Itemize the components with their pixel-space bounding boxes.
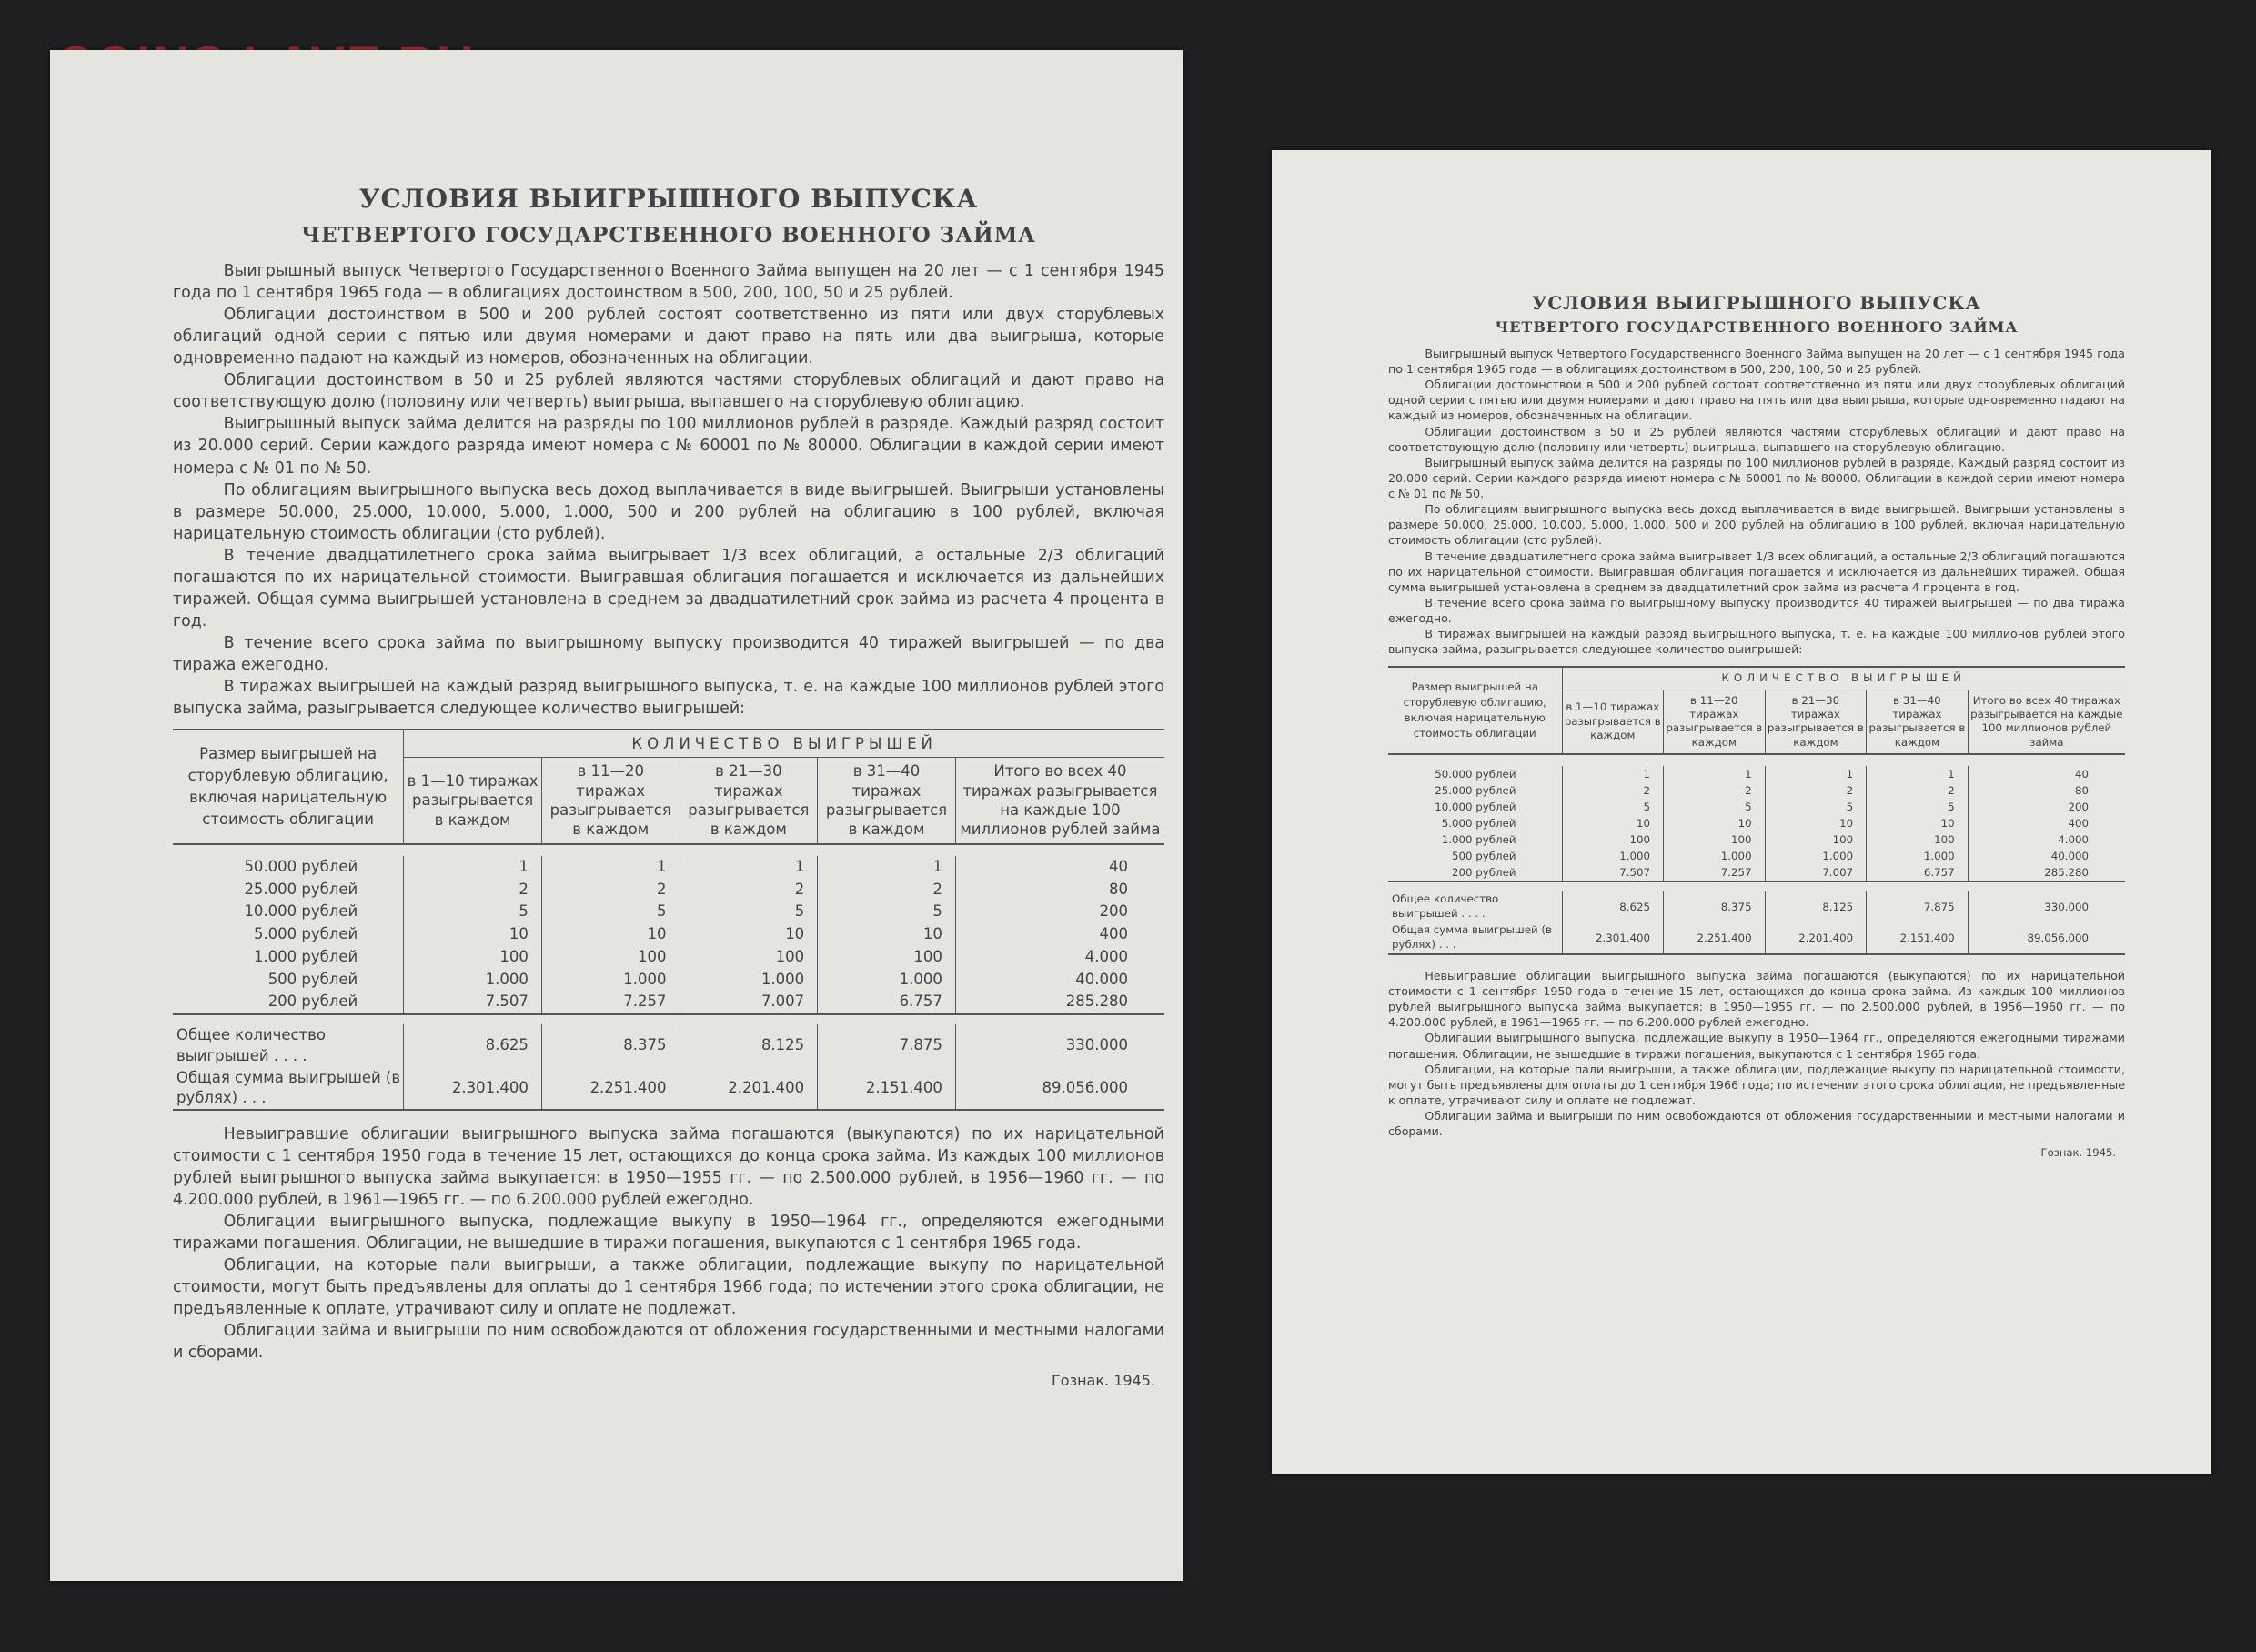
paragraph: Облигации займа и выигрыши по ним освобождаются от обложения государственными и местными налогами и сборами. [1388,1109,2125,1139]
table-cell: 5 [1867,799,1969,815]
table-cell: 1 [1765,766,1867,782]
doc-title: УСЛОВИЯ ВЫИГРЫШНОГО ВЫПУСКА [1532,292,1981,314]
paragraph: В тиражах выигрышей на каждый разряд выигрышного выпуска, т. е. на каждые 100 миллионов рублей этого выпуска займа, разыгрывается следующее количество выигрышей: [173,677,1164,718]
paragraph: Выигрышный выпуск займа делится на разряды по 100 миллионов рублей в разряде. Каждый разряд состоит из 20.000 серий. Серии каждого разряда имеют номера с № 60001 по № 80000. Облигации в каждой серии имеют номера с № 01 по № 50. [1388,455,2125,501]
table-cell: 2 [404,879,542,902]
paragraph: Выигрышный выпуск займа делится на разряды по 100 миллионов рублей в разряде. Каждый разряд состоит из 20.000 серий. Серии каждого разряда имеют номера с № 60001 по № 80000. Облигации в каждой серии имеют номера с № 01 по № 50. [173,415,1164,478]
table-cell: 7.875 [818,1024,956,1067]
prize-amount: 25.000 рублей [244,880,358,898]
table-cell: 100 [1664,831,1766,848]
table-column-header: Итого во всех 40 тиражах разыгрывается на каждые 100 миллионов рублей займа [1968,690,2125,754]
table-cell: 5 [541,901,680,923]
total-sum-row [1388,922,2125,954]
table-cell: 40 [1968,766,2125,782]
table-cell: 100 [1765,831,1867,848]
table-cell: 2.251.400 [1664,922,1766,954]
table-cell: 2.251.400 [541,1067,680,1111]
prize-table [1388,666,2125,955]
doc-subtitle: ЧЕТВЕРТОГО ГОСУДАРСТВЕННОГО ВОЕННОГО ЗАЙМА [301,222,1036,247]
paragraph: В течение всего срока займа по выигрышному выпуску производится 40 тиражей выигрышей — по два тиража ежегодно. [173,633,1164,674]
sheet-content [173,182,1164,1392]
table-cell: 285.280 [955,991,1164,1014]
sheet-content [1388,291,2125,1161]
table-cell: 2 [818,879,956,902]
table-cell: 89.056.000 [955,1067,1164,1111]
table-header-prize: Размер выигрышей на сторублевую облигацию, включая нарицательную стоимость облигации [1388,667,1562,754]
table-cell: 10 [1562,815,1664,831]
table-cell: 2 [1562,782,1664,799]
table-column-header: в 1—10 тиражах разыгрывается в каждом [1562,690,1664,754]
total-count-row [1388,891,2125,922]
prize-amount: 10.000 рублей [1435,801,1516,814]
table-cell: 1 [818,856,956,879]
paragraph: Выигрышный выпуск Четвертого Государственного Военного Займа выпущен на 20 лет — с 1 сентября 1945 года по 1 сентября 1965 года — в облигациях достоинством в 500, 200, 100, 50 и 25 рублей. [173,262,1164,303]
paragraph: Облигации, на которые пали выигрыши, а также облигации, подлежащие выкупу по нарицательной стоимости, могут быть предъявлены для оплаты до 1 сентября 1966 года; по истечении этого срока облигации, не предъявленные к оплате, утрачивают силу и оплате не подлежат. [1388,1062,2125,1107]
table-row [1388,831,2125,848]
table-cell: 89.056.000 [1968,922,2125,954]
table-cell: 4.000 [1968,831,2125,848]
table-column-header: в 21—30 тиражах разыгрывается в каждом [1765,690,1867,754]
table-cell: 10 [1867,815,1969,831]
table-cell: 10 [818,923,956,946]
prize-amount: 200 рублей [267,992,358,1011]
table-cell: 1.000 [1562,848,1664,864]
prize-amount: 10.000 рублей [244,902,358,921]
table-cell: 200 [1968,799,2125,815]
table-cell: 7.007 [1765,864,1867,881]
doc-subtitle: ЧЕТВЕРТОГО ГОСУДАРСТВЕННОГО ВОЕННОГО ЗАЙМА [1495,318,2019,337]
paragraph: Облигации достоинством в 500 и 200 рублей состоят соответственно из пяти или двух сторублевых облигаций одной серии с пятью или двумя номерами и дают право на пять или два выигрыша, которые одновременно падают на каждый из номеров, обозначенных на облигации. [1388,378,2125,423]
prize-amount: 1.000 рублей [253,947,358,965]
table-cell: 6.757 [818,991,956,1014]
table-row [173,991,1164,1014]
table-cell: 7.007 [680,991,818,1014]
table-column-header: в 31—40 тиражах разыгрывается в каждом [818,758,956,844]
table-group-header: КОЛИЧЕСТВО ВЫИГРЫШЕЙ [1562,667,2125,690]
table-cell: 100 [680,946,818,969]
bond-sheet-small [1272,150,2211,1474]
table-cell: 4.000 [955,946,1164,969]
table-cell: 1.000 [1765,848,1867,864]
prize-amount: 1.000 рублей [1441,833,1516,847]
table-cell: 2.201.400 [1765,922,1867,954]
table-cell: 6.757 [1867,864,1969,881]
table-cell: 100 [541,946,680,969]
table-cell: 400 [955,923,1164,946]
paragraph: В течение двадцатилетнего срока займа выигрывает 1/3 всех облигаций, а остальные 2/3 облигаций погашаются по их нарицательной стоимости. Выигравшая облигация погашается и исключается из дальнейших тиражей. Общая сумма выигрышей установлена в среднем за двадцатилетний срок займа из расчета 4 процента в год. [1388,549,2125,594]
table-cell: 2 [1765,782,1867,799]
table-cell: 1 [541,856,680,879]
paragraph: Невыигравшие облигации выигрышного выпуска займа погашаются (выкупаются) по их нарицательной стоимости с 1 сентября 1950 года в течение 15 лет, остающихся до конца срока займа. Из каждых 100 миллионов рублей выигрышного выпуска займа выкупается: в 1950—1955 гг. — по 2.500.000 рублей, в 1956—1960 гг. — по 4.200.000 рублей, в 1961—1965 гг. — по 6.200.000 рублей ежегодно. [1388,968,2125,1030]
table-cell: 1 [1664,766,1766,782]
table-row [1388,766,2125,782]
table-column-header: в 11—20 тиражах разыгрывается в каждом [1664,690,1766,754]
table-cell: 5 [1765,799,1867,815]
table-cell: 1.000 [541,969,680,992]
table-cell: 2.151.400 [1867,922,1969,954]
table-cell: 8.125 [680,1024,818,1067]
table-row [1388,815,2125,831]
paragraph: Облигации достоинством в 50 и 25 рублей являются частями сторублевых облигаций и дают право на соответствующую долю (половину или четверть) выигрыша, выпавшего на сторублевую облигацию. [1388,424,2125,454]
table-column-header: в 1—10 тиражах разыгрывается в каждом [404,758,542,844]
table-cell: 1.000 [1664,848,1766,864]
table-row [173,879,1164,902]
table-cell: 7.875 [1867,891,1969,922]
table-cell: 1.000 [1867,848,1969,864]
table-cell: 8.375 [1664,891,1766,922]
table-row [173,901,1164,923]
printer-imprint: Гознак. 1945. [2040,1146,2116,1160]
table-cell: 2.301.400 [1562,922,1664,954]
prize-amount: 50.000 рублей [1435,768,1516,781]
prize-table [173,729,1164,1112]
table-cell: 100 [404,946,542,969]
table-cell: 80 [1968,782,2125,799]
table-cell: 10 [404,923,542,946]
table-row [1388,799,2125,815]
table-cell: 1 [1867,766,1969,782]
table-cell: 200 [955,901,1164,923]
table-cell: 40.000 [955,969,1164,992]
paragraph: Облигации выигрышного выпуска, подлежащие выкупу в 1950—1964 гг., определяются ежегодными тиражами погашения. Облигации, не вышедшие в тиражи погашения, выкупаются с 1 сентября 1965 года. [1388,1031,2125,1061]
table-cell: 10 [680,923,818,946]
table-cell: 2.301.400 [404,1067,542,1111]
table-cell: 10 [1664,815,1766,831]
table-column-header: Итого во всех 40 тиражах разыгрывается на каждые 100 миллионов рублей займа [955,758,1164,844]
table-cell: 285.280 [1968,864,2125,881]
table-cell: 10 [541,923,680,946]
table-row [1388,782,2125,799]
table-cell: 80 [955,879,1164,902]
total-count-label: Общее количество выигрышей . . . . [176,1026,326,1064]
table-cell: 1 [404,856,542,879]
table-cell: 5 [818,901,956,923]
table-cell: 2.201.400 [680,1067,818,1111]
table-cell: 7.507 [404,991,542,1014]
total-sum-label: Общая сумма выигрышей (в рублях) . . . [173,1067,404,1111]
paragraph: По облигациям выигрышного выпуска весь доход выплачивается в виде выигрышей. Выигрыши установлены в размере 50.000, 25.000, 10.000, 5.000, 1.000, 500 и 200 рублей на облигацию в 100 рублей, включая нарицательную стоимость облигации (сто рублей). [1388,502,2125,548]
table-row [1388,848,2125,864]
prize-amount: 25.000 рублей [1435,784,1516,798]
table-cell: 100 [1867,831,1969,848]
table-cell: 8.125 [1765,891,1867,922]
table-cell: 2 [541,879,680,902]
paragraph: В течение всего срока займа по выигрышному выпуску производится 40 тиражей выигрышей — по два тиража ежегодно. [1388,595,2125,626]
paragraph: Облигации достоинством в 500 и 200 рублей состоят соответственно из пяти или двух сторублевых облигаций одной серии с пятью или двумя номерами и дают право на пять или два выигрыша, которые одновременно падают на каждый из номеров, обозначенных на облигации. [173,306,1164,368]
table-cell: 1 [1562,766,1664,782]
table-cell: 5 [1562,799,1664,815]
total-count-row [173,1024,1164,1067]
prize-table-wrap [173,729,1164,1112]
table-cell: 1.000 [680,969,818,992]
table-cell: 330.000 [1968,891,2125,922]
bond-sheet-large [50,50,1183,1581]
prize-amount: 50.000 рублей [244,857,358,875]
prize-amount: 5.000 рублей [1441,817,1516,831]
prize-amount: 500 рублей [1452,850,1516,863]
table-cell: 40 [955,856,1164,879]
total-sum-label: Общая сумма выигрышей (в рублях) . . . [1388,922,1562,954]
table-row [173,856,1164,879]
paragraph: По облигациям выигрышного выпуска весь доход выплачивается в виде выигрышей. Выигрыши установлены в размере 50.000, 25.000, 10.000, 5.000, 1.000, 500 и 200 рублей на облигацию в 100 рублей, включая нарицательную стоимость облигации (сто рублей). [173,480,1164,543]
doc-title: УСЛОВИЯ ВЫИГРЫШНОГО ВЫПУСКА [358,184,979,214]
prize-amount: 200 рублей [1452,866,1516,880]
paragraph: Невыигравшие облигации выигрышного выпуска займа погашаются (выкупаются) по их нарицательной стоимости с 1 сентября 1950 года в течение 15 лет, остающихся до конца срока займа. Из каждых 100 миллионов рублей выигрышного выпуска займа выкупается: в 1950—1955 гг. — по 2.500.000 рублей, в 1956—1960 гг. — по 4.200.000 рублей, в 1961—1965 гг. — по 6.200.000 рублей ежегодно. [173,1125,1164,1210]
table-cell: 100 [1562,831,1664,848]
total-sum-row [173,1067,1164,1111]
table-column-header: в 21—30 тиражах разыгрывается в каждом [680,758,818,844]
table-cell: 7.257 [541,991,680,1014]
paragraph: Облигации выигрышного выпуска, подлежащие выкупу в 1950—1964 гг., определяются ежегодными тиражами погашения. Облигации, не вышедшие в тиражи погашения, выкупаются с 1 сентября 1965 года. [173,1213,1164,1254]
paragraph: Облигации займа и выигрыши по ним освобождаются от обложения государственными и местными налогами и сборами. [173,1322,1164,1363]
table-column-header: в 11—20 тиражах разыгрывается в каждом [541,758,680,844]
table-cell: 400 [1968,815,2125,831]
table-cell: 5 [1664,799,1766,815]
printer-imprint: Гознак. 1945. [1052,1372,1155,1390]
prize-amount: 500 рублей [267,970,358,988]
table-cell: 5 [680,901,818,923]
table-cell: 100 [818,946,956,969]
table-cell: 7.507 [1562,864,1664,881]
paragraph: В тиражах выигрышей на каждый разряд выигрышного выпуска, т. е. на каждые 100 миллионов рублей этого выпуска займа, разыгрывается следующее количество выигрышей: [1388,627,2125,657]
table-cell: 8.625 [1562,891,1664,922]
table-row [1388,864,2125,881]
table-cell: 8.375 [541,1024,680,1067]
table-cell: 330.000 [955,1024,1164,1067]
table-cell: 7.257 [1664,864,1766,881]
table-cell: 1.000 [404,969,542,992]
table-cell: 2 [1867,782,1969,799]
prize-table-wrap [1388,666,2125,955]
table-cell: 1.000 [818,969,956,992]
table-column-header: в 31—40 тиражах разыгрывается в каждом [1867,690,1969,754]
table-cell: 1 [680,856,818,879]
table-cell: 10 [1765,815,1867,831]
table-cell: 8.625 [404,1024,542,1067]
table-row [173,946,1164,969]
table-cell: 5 [404,901,542,923]
table-cell: 2 [680,879,818,902]
total-count-label: Общее количество выигрышей . . . . [1392,892,1499,921]
table-group-header: КОЛИЧЕСТВО ВЫИГРЫШЕЙ [404,730,1164,758]
paragraph: Выигрышный выпуск Четвертого Государственного Военного Займа выпущен на 20 лет — с 1 сентября 1945 года по 1 сентября 1965 года — в облигациях достоинством в 500, 200, 100, 50 и 25 рублей. [1388,346,2125,377]
paragraph: В течение двадцатилетнего срока займа выигрывает 1/3 всех облигаций, а остальные 2/3 облигаций погашаются по их нарицательной стоимости. Выигравшая облигация погашается и исключается из дальнейших тиражей. Общая сумма выигрышей установлена в среднем за двадцатилетний срок займа из расчета 4 процента в год. [173,546,1164,630]
table-row [173,969,1164,992]
table-cell: 2.151.400 [818,1067,956,1111]
table-header-prize: Размер выигрышей на сторублевую облигацию, включая нарицательную стоимость облигации [173,730,404,844]
paragraph: Облигации, на которые пали выигрыши, а также облигации, подлежащие выкупу по нарицательной стоимости, могут быть предъявлены для оплаты до 1 сентября 1966 года; по истечении этого срока облигации, не предъявленные к оплате, утрачивают силу и оплате не подлежат. [173,1256,1164,1319]
paragraph: Облигации достоинством в 50 и 25 рублей являются частями сторублевых облигаций и дают право на соответствующую долю (половину или четверть) выигрыша, выпавшего на сторублевую облигацию. [173,371,1164,412]
prize-amount: 5.000 рублей [253,925,358,943]
table-cell: 40.000 [1968,848,2125,864]
table-cell: 2 [1664,782,1766,799]
table-row [173,923,1164,946]
